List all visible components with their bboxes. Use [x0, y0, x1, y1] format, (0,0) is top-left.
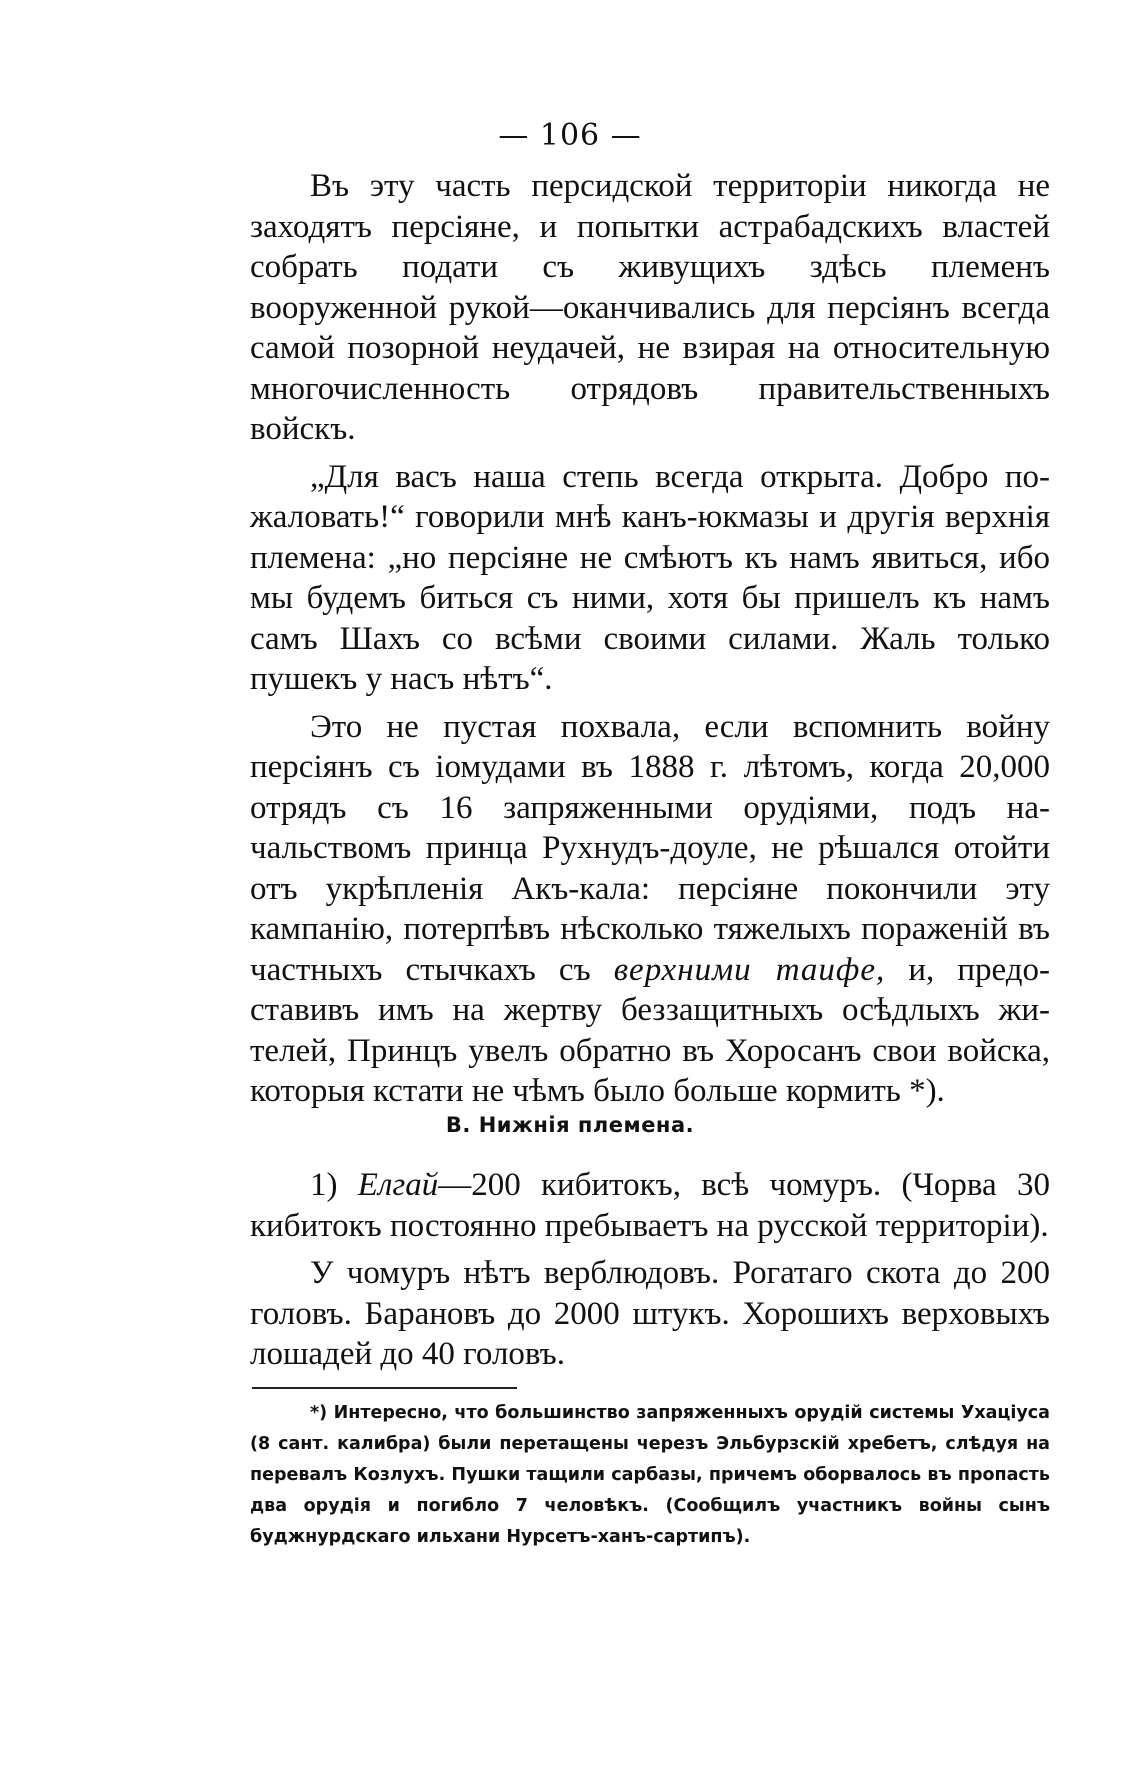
- tribe-name-elgai: Елгай: [357, 1167, 439, 1203]
- main-text-block: [250, 166, 1050, 1119]
- section-heading-lower-tribes: В. Нижнія племена.: [445, 1113, 695, 1137]
- section-text-block: [250, 1165, 1050, 1382]
- footnote-divider: [252, 1387, 517, 1389]
- elgai-list-number: 1): [310, 1167, 358, 1203]
- war-account-text-start: Это не пустая похвала, если вспомнить войну персіянъ съ іомудами въ 1888 г. лѣтомъ, когда 20,000 отрядъ съ 16 запряженными орудіями, подъ начальствомъ принца Рухнудъ-доуле, не рѣшался отойти отъ укрѣпленія Акъ-кала: персіяне покончили эту кампанію, потерпѣвъ нѣсколько тяжелыхъ пораженій въ частныхъ стычкахъ съ: [250, 708, 1050, 988]
- paragraph-persian-territory: Въ эту часть персидской территоріи никогда не заходятъ персіяне, и попытки астрабадскихъ властей собрать подати съ живущихъ здѣсь племенъ вооруженной рукой—оканчивались для персіянъ всегда самой позорной неудачей, не взирая на относительную многочисленность отрядовъ правительственныхъ войскъ.: [250, 168, 1050, 447]
- war-account-text-end: и, предоставивъ имъ на жертву беззащитныхъ осѣдлыхъ жителей, Принцъ увелъ обратно въ Хоросанъ свои войска, которыя кстати не чѣмъ было больше кормить *).: [250, 951, 1050, 1109]
- paragraph-chomur-livestock: У чомуръ нѣтъ верблюдовъ. Рогатаго скота до 200 головъ. Барановъ до 2000 штукъ. Хорошихъ верховыхъ лошадей до 40 головъ.: [250, 1255, 1050, 1372]
- paragraph-war-account: [250, 707, 1050, 1112]
- footnote: *) Интересно, что большинство запряженныхъ орудій системы Ухаціуса (8 сант. калибра) были перетащены черезъ Эльбурзскій хребетъ, слѣдуя на перевалъ Козлухъ. Пушки тащили сарбазы, причемъ оборвалось въ пропасть два орудія и погибло 7 человѣкъ. (Сообщилъ участникъ войны сынъ буджнурдскаго ильхани Нурсетъ-ханъ-сартипъ).: [250, 1403, 1050, 1547]
- elgai-description: —200 кибитокъ, всѣ чомуръ. (Чорва 30 кибитокъ постоянно пребываетъ на русской территоріи).: [250, 1167, 1050, 1244]
- page-number: — 106 —: [498, 118, 642, 153]
- paragraph-steppe-quote: „Для васъ наша степь всегда открыта. Добро пожаловать!“ говорили мнѣ канъ-юкмазы и другія верхнія племена: „но персіяне не смѣютъ къ намъ явиться, ибо мы будемъ биться съ ними, хотя бы пришелъ къ намъ самъ Шахъ со всѣми своими силами. Жаль только пушекъ у насъ нѣтъ“.: [250, 458, 1050, 697]
- italic-term-verkhnimi-taife: верхними таифе,: [613, 951, 886, 988]
- paragraph-elgai: [250, 1165, 1050, 1246]
